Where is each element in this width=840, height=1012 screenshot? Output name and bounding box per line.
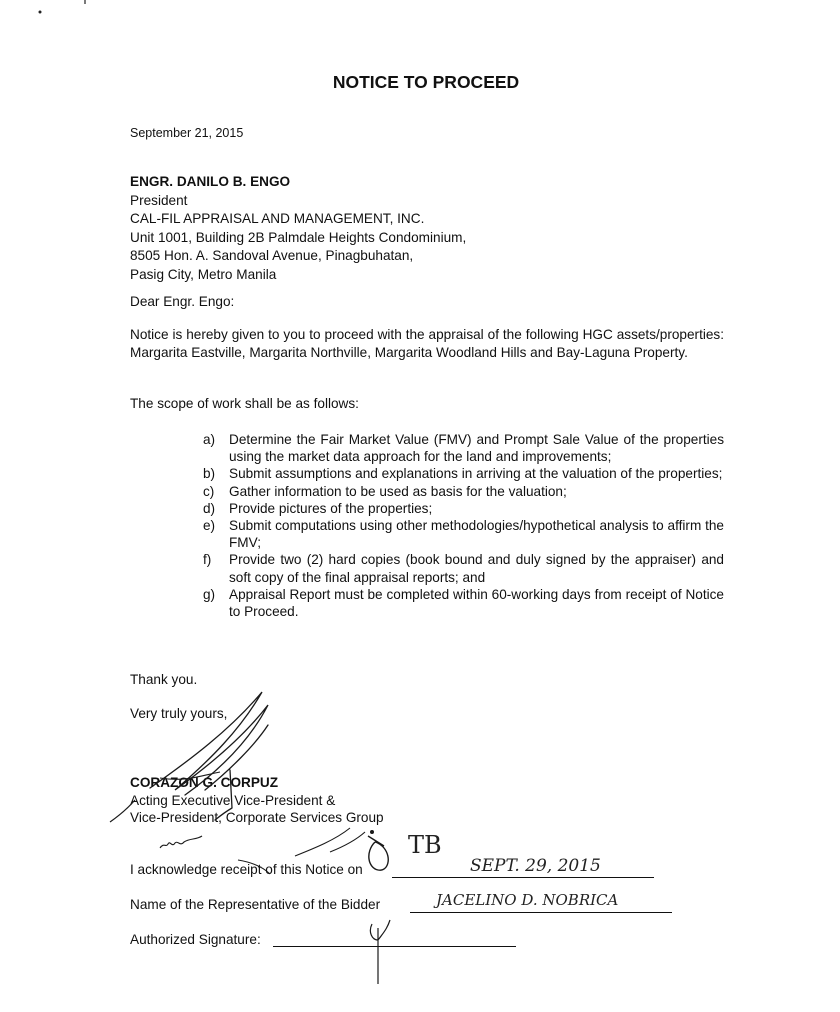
representative-label: Name of the Representative of the Bidder [130, 897, 381, 912]
representative-name-handwritten: JACELINO D. NOBRICA [436, 891, 619, 909]
scope-item [203, 431, 724, 465]
scope-item-text: Appraisal Report must be completed within 60-working days from receipt of Notice to Proceed. [229, 586, 724, 620]
receipt-label: I acknowledge receipt of this Notice on [130, 862, 363, 877]
scope-item-letter: f) [203, 552, 212, 568]
authorized-signature-label: Authorized Signature: [130, 932, 261, 947]
scope-item-letter: d) [203, 500, 216, 516]
body-paragraph: Notice is hereby given to you to proceed with the appraisal of the following HGC assets/properties: Margarita Eastville, Margarita Northville, Margarita Woodland Hills and Bay-Laguna Property. [130, 327, 724, 360]
recipient-position: President [130, 192, 188, 208]
scope-item-letter: c) [203, 483, 215, 499]
recipient-address-line-2: 8505 Hon. A. Sandoval Avenue, Pinagbuhatan, [130, 248, 414, 263]
recipient-address-line-1: Unit 1001, Building 2B Palmdale Heights Condominium, [130, 229, 467, 245]
scope-item-text: Determine the Fair Market Value (FMV) and Prompt Sale Value of the properties using the market data approach for the land and improvements; [229, 432, 724, 465]
scope-item [203, 500, 724, 517]
scope-intro: The scope of work shall be as follows: [130, 396, 359, 411]
scope-item-text: Submit computations using other methodologies/hypothetical analysis to affirm the FMV; [229, 518, 724, 551]
scope-item [203, 465, 724, 482]
handwritten-initials: TB [408, 831, 442, 859]
authorized-signature-line [273, 946, 516, 947]
scope-item [203, 586, 724, 620]
receipt-date-handwritten: SEPT. 29, 2015 [470, 856, 601, 876]
scope-item [203, 517, 724, 551]
letter-date: September 21, 2015 [130, 126, 244, 140]
scope-item [203, 551, 724, 585]
scope-list [203, 431, 724, 620]
scope-item-letter: a) [203, 432, 216, 447]
scope-item-text: Provide two (2) hard copies (book bound and duly signed by the appraiser) and soft copy of the final appraisal reports; and [229, 552, 724, 585]
recipient-company: CAL-FIL APPRAISAL AND MANAGEMENT, INC. [130, 211, 425, 226]
scope-item-text: Submit assumptions and explanations in arriving at the valuation of the properties; [229, 466, 723, 482]
scope-item-letter: b) [203, 466, 216, 482]
scribble-initials [160, 836, 202, 848]
signatory-title-line-2: Vice-President, Corporate Services Group [130, 810, 384, 825]
receipt-date-line [392, 877, 654, 878]
salutation: Dear Engr. Engo: [130, 294, 235, 309]
signatory-name: CORAZON G. CORPUZ [130, 775, 279, 790]
scope-item-letter: e) [203, 518, 216, 534]
thanks-line: Thank you. [130, 672, 198, 687]
recipient-block [130, 173, 466, 284]
scope-item-letter: g) [203, 586, 216, 602]
scope-item [203, 483, 724, 500]
recipient-name: ENGR. DANILO B. ENGO [130, 174, 291, 189]
document-title: NOTICE TO PROCEED [332, 72, 520, 92]
scope-item-text: Gather information to be used as basis for the valuation; [229, 483, 567, 499]
recipient-address-line-3: Pasig City, Metro Manila [130, 266, 277, 282]
authorized-signature-mark [370, 920, 390, 984]
signatory-title-line-1: Acting Executive Vice-President & [130, 793, 336, 808]
loop-mark [368, 836, 388, 870]
closing-line: Very truly yours, [130, 706, 228, 721]
representative-name-line [410, 912, 672, 913]
scope-item-text: Provide pictures of the properties; [229, 500, 433, 516]
